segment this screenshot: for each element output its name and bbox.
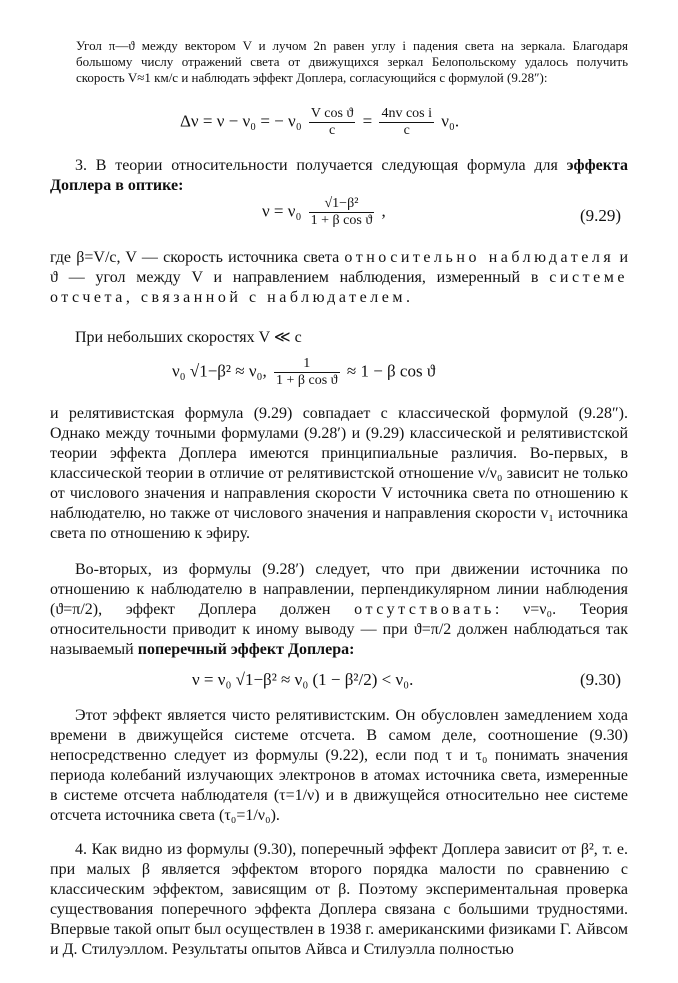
formula-lhs: Δν = ν − ν₀ = − ν₀	[180, 111, 302, 131]
relativistic-paragraph: и релятивистская формула (9.29) совпадает с классической формулой (9.28″). Однако между точными формулами (9.28′) и (9.29) классической и релятивистской теории эффекта Доплера имеются принципиальные различия. Во-первых, в классической теории в отличие от релятивистской отношение ν/ν₀ зависит не только от числового значения и направления скорости V источника света по отношению к наблюдателю, но также от числового значения и направления скорости v₁ источника света по отношению к эфиру.	[50, 405, 628, 542]
fraction-4nv: $\frac{\text{4nv cos i}}{c}$	[381, 106, 432, 138]
formula-9-29: ν = ν₀ $\frac{\text{√1−β²}}{\text{1 + β cos ϑ}}$ ,	[262, 196, 386, 228]
formula-doppler-classic: Δν = ν − ν₀ = − ν₀ $\frac{\text{V cos ϑ}}{c}$ = $\frac{\text{4nv cos i}}{c}$ ν₀.	[180, 106, 460, 138]
paragraph-4: 4. Как видно из формулы (9.30), поперечный эффект Доплера зависит от β², т. е. при малых β является эффектом второго порядка малости по сравнению с классическим эффектом, зависящим от β. Поэтому экспериментальная проверка существования поперечного эффекта Доплера связана с большими трудностями. Впервые такой опыт был осуществлен в 1938 г. американскими физиками Г. Айвсом и Д. Стилуэллом. Результаты опытов Айвса и Стилуэлла полностью	[50, 841, 628, 958]
bold-term-transverse-doppler: поперечный эффект Доплера:	[137, 641, 355, 658]
section3-paragraph: 3. В теории относительности получается следующая формула для эффекта Доплера в оптике:	[50, 157, 629, 194]
fraction-9-29: $\frac{\text{√1−β²}}{\text{1 + β cos ϑ}}$	[310, 196, 373, 228]
formula-approximation: ν₀ √1−β² ≈ ν₀, $\frac{1}{\text{1 + β cos ϑ}}$ ≈ 1 − β cos ϑ	[172, 356, 436, 388]
small-speed-line: При небольших скоростях V ≪ c	[75, 329, 302, 346]
equation-number-9-29: (9.29)	[580, 206, 622, 225]
intro-paragraph: Угол π—ϑ между вектором V и лучом 2n равен углу i падения света на зеркала. Благодаря большому числу отражений света от движущихся зеркал Белопольскому удалось получить скорость V≈1 км/с и наблюдать эффект Доплера, согласующийся с формулой (9.28″):	[76, 38, 628, 85]
fraction-approx: $\frac{1}{\text{1 + β cos ϑ}}$	[275, 356, 338, 388]
second-difference-paragraph: Во-вторых, из формулы (9.28′) следует, что при движении источника по отношению к наблюдателю в направлении, перпендикулярном линии наблюдения (ϑ=π/2), эффект Доплера должен отсутствовать: ν=ν₀. Теория относительности приводит к иному выводу — при ϑ=π/2 должен наблюдаться так называемый поперечный эффект Доплера:	[50, 561, 629, 658]
fraction-vcos: $\frac{\text{V cos ϑ}}{c}$	[310, 106, 354, 138]
effect-paragraph: Этот эффект является чисто релятивистским. Он обусловлен замедлением хода времени в движущейся системе отсчета. В самом деле, соотношение (9.30) непосредственно следует из формулы (9.22), если под τ и τ₀ понимать значения периода колебаний излучающих электронов в атомах источника света, измеренные в системе отсчета наблюдателя (τ=1/ν) и в движущейся относительно нее системе отсчета источника света (τ₀=1/ν₀).	[50, 707, 628, 824]
bold-term-optics-doppler: эффекта Доплера в оптике:	[50, 157, 629, 194]
where-paragraph: где β=V/c, V — скорость источника света относительно наблюдателя и ϑ — угол между V и направлением наблюдения, измеренный в системе отсчета, связанной с наблюдателем.	[50, 249, 629, 306]
equation-number-9-30: (9.30)	[580, 670, 622, 689]
formula-9-30: ν = ν₀ √1−β² ≈ ν₀ (1 − β²/2) < ν₀.	[192, 670, 414, 689]
